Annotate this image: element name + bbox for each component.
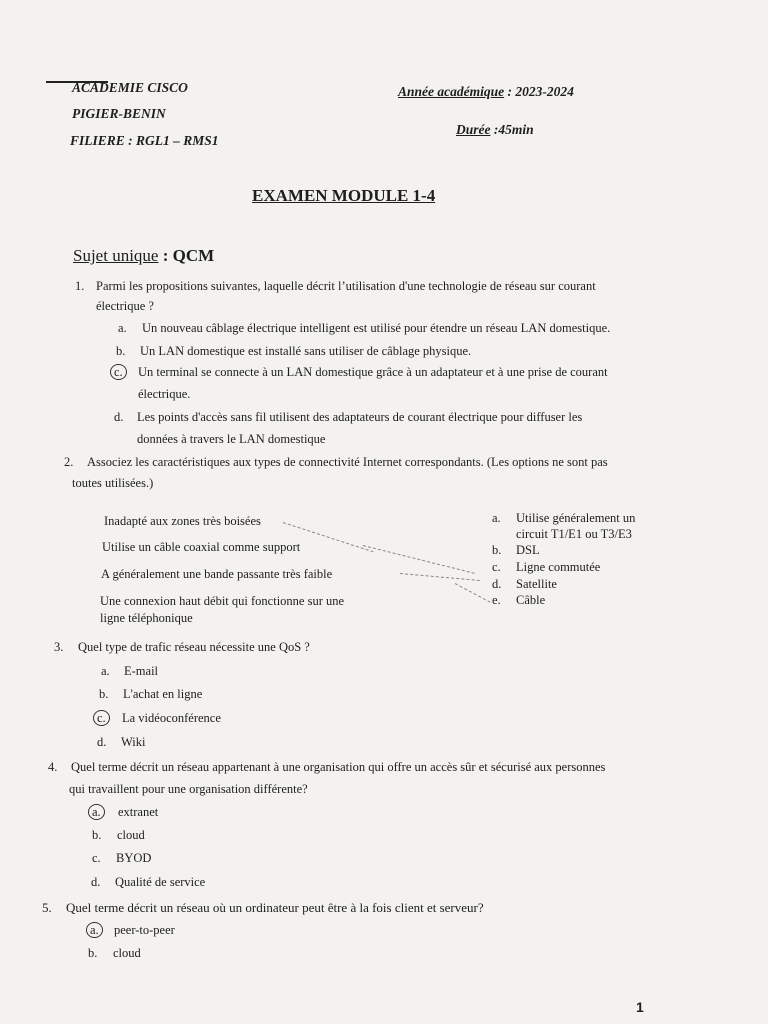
duration-value: :45min	[490, 122, 534, 137]
q1-option-c-text-line2: électrique.	[138, 387, 191, 401]
year-label: Année académique	[398, 84, 505, 99]
answer-circle: a.	[88, 804, 105, 820]
q2-right-c-text: Ligne commutée	[516, 560, 601, 574]
q1-option-d-letter: d.	[114, 410, 124, 424]
q2-right-d-text: Satellite	[516, 577, 557, 591]
q2-right-b-letter: b.	[492, 543, 502, 557]
q2-right-d-letter: d.	[492, 577, 502, 591]
q4-option-b-letter: b.	[92, 828, 102, 842]
answer-circle: c.	[110, 364, 127, 380]
header-academie: ACADEMIE CISCO	[72, 80, 188, 95]
q1-option-d-text-line1: Les points d'accès sans fil utilisent des adaptateurs de courant électrique pour diffuser les	[137, 410, 583, 424]
q3-option-a-text: E-mail	[124, 664, 159, 678]
year-value: : 2023-2024	[504, 84, 574, 99]
q2-text-line1: Associez les caractéristiques aux types de connectivité Internet correspondants. (Les options ne sont pas	[87, 455, 608, 469]
q1-option-b-letter: b.	[116, 344, 126, 358]
q1-option-d-text-line2: données à travers le LAN domestique	[137, 432, 326, 446]
q3-option-a-letter: a.	[101, 664, 110, 678]
header-filiere: FILIERE : RGL1 – RMS1	[70, 133, 219, 148]
q4-option-d-letter: d.	[91, 875, 101, 889]
q2-right-e-letter: e.	[492, 593, 501, 607]
q1-option-c-text-line1: Un terminal se connecte à un LAN domestique grâce à un adaptateur et à une prise de courant	[138, 365, 608, 379]
q3-number: 3.	[54, 640, 64, 654]
q1-text-line1: Parmi les propositions suivantes, laquelle décrit l’utilisation d'une technologie de réseau sur courant	[96, 279, 596, 293]
q1-option-c-letter	[110, 365, 127, 380]
q1-option-a-letter: a.	[118, 321, 127, 335]
exam-title: EXAMEN MODULE 1-4	[252, 186, 436, 205]
q3-option-c-letter	[93, 711, 110, 726]
match-line-3	[400, 573, 480, 581]
q4-number: 4.	[48, 760, 58, 774]
q1-number: 1.	[75, 279, 85, 293]
q4-option-d-text: Qualité de service	[115, 875, 206, 889]
q2-left-item-3: A généralement une bande passante très faible	[101, 567, 333, 581]
duration-label: Durée	[456, 122, 491, 137]
q3-option-c-text: La vidéoconférence	[122, 711, 221, 725]
q5-option-b-letter: b.	[88, 946, 98, 960]
q3-option-b-text: L'achat en ligne	[123, 687, 203, 701]
q5-number: 5.	[42, 900, 52, 915]
answer-circle: a.	[86, 922, 103, 938]
q5-option-a-text: peer-to-peer	[114, 923, 175, 937]
q4-option-b-text: cloud	[117, 828, 145, 842]
q3-option-b-letter: b.	[99, 687, 109, 701]
sujet-heading	[73, 246, 214, 266]
answer-circle: c.	[93, 710, 110, 726]
q2-right-a-letter: a.	[492, 511, 501, 525]
q4-option-a-letter	[88, 805, 105, 820]
header-school: PIGIER-BENIN	[72, 106, 166, 121]
match-line-2	[363, 545, 475, 574]
sujet-value: : QCM	[158, 246, 215, 265]
header-duration	[456, 122, 534, 138]
q1-text-line2: électrique ?	[96, 299, 154, 313]
q2-left-item-1: Inadapté aux zones très boisées	[104, 514, 261, 528]
q3-option-d-text: Wiki	[121, 735, 146, 749]
q1-option-b-text: Un LAN domestique est installé sans utiliser de câblage physique.	[140, 344, 472, 358]
q2-left-item-4-line1: Une connexion haut débit qui fonctionne sur une	[100, 594, 345, 608]
match-line-4	[455, 583, 491, 603]
q5-text: Quel terme décrit un réseau où un ordinateur peut être à la fois client et serveur?	[66, 900, 484, 915]
q4-text-line1: Quel terme décrit un réseau appartenant à une organisation qui offre un accès sûr et sécurisé aux personnes	[71, 760, 606, 774]
q4-text-line2: qui travaillent pour une organisation différente?	[69, 782, 308, 796]
q1-option-a-text: Un nouveau câblage électrique intelligent est utilisé pour étendre un réseau LAN domestique.	[142, 321, 611, 335]
q2-left-item-2: Utilise un câble coaxial comme support	[102, 540, 301, 554]
q2-right-e-text: Câble	[516, 593, 546, 607]
header-academic-year	[398, 84, 574, 100]
q5-option-b-text: cloud	[113, 946, 141, 960]
q2-right-c-letter: c.	[492, 560, 501, 574]
sujet-label: Sujet unique	[73, 246, 159, 265]
q2-text-line2: toutes utilisées.)	[72, 476, 154, 490]
q4-option-c-letter: c.	[92, 851, 101, 865]
q2-number: 2.	[64, 455, 74, 469]
q2-right-a-text-line2: circuit T1/E1 ou T3/E3	[516, 527, 632, 541]
page-number: 1	[636, 999, 644, 1015]
q3-option-d-letter: d.	[97, 735, 107, 749]
q5-option-a-letter	[86, 923, 103, 938]
q2-right-b-text: DSL	[516, 543, 540, 557]
q3-text: Quel type de trafic réseau nécessite une QoS ?	[78, 640, 310, 654]
q2-right-a-text-line1: Utilise généralement un	[516, 511, 636, 525]
q4-option-a-text: extranet	[118, 805, 159, 819]
q2-left-item-4-line2: ligne téléphonique	[100, 611, 193, 625]
q4-option-c-text: BYOD	[116, 851, 152, 865]
